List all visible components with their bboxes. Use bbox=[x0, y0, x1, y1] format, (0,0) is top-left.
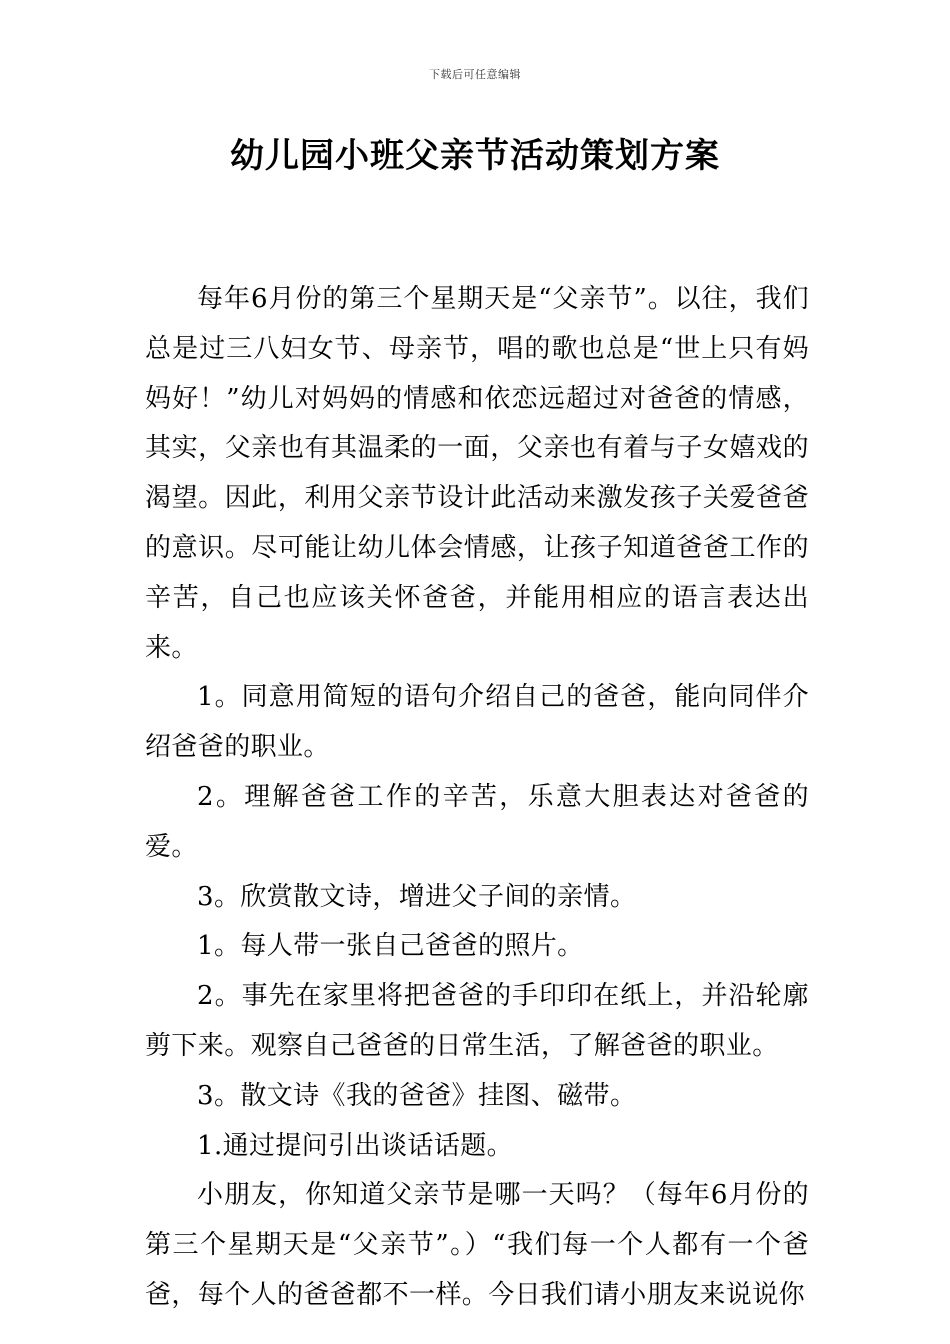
prep-item-2: 2。事先在家里将把爸爸的手印印在纸上，并沿轮廓剪下来。观察自己爸爸的日常生活，了解爸爸的职业。 bbox=[145, 981, 809, 1061]
document-body bbox=[145, 275, 809, 1321]
prep-item-3: 3。散文诗《我的爸爸》挂图、磁带。 bbox=[197, 1080, 637, 1111]
intro-paragraph: 每年6月份的第三个星期天是“父亲节”。以往，我们总是过三八妇女节、母亲节，唱的歌也总是“世上只有妈妈好！”幼儿对妈妈的情感和依恋远超过对爸爸的情感，其实，父亲也有其温柔的一面，父亲也有着与子女嬉戏的渴望。因此，利用父亲节设计此活动来激发孩子关爱爸爸的意识。尽可能让幼儿体会情感，让孩子知道爸爸工作的辛苦，自己也应该关怀爸爸，并能用相应的语言表达出来。 bbox=[145, 284, 809, 663]
goal-item-3: 3。欣赏散文诗，增进父子间的亲情。 bbox=[197, 881, 637, 912]
goal-item-1: 1。同意用简短的语句介绍自己的爸爸，能向同伴介绍爸爸的职业。 bbox=[145, 682, 809, 763]
process-step-1: 1.通过提问引出谈话话题。 bbox=[197, 1130, 514, 1161]
prep-item-1: 1。每人带一张自己爸爸的照片。 bbox=[197, 931, 584, 962]
header-note: 下载后可任意编辑 bbox=[429, 68, 521, 81]
process-paragraph: 小朋友，你知道父亲节是哪一天吗？（每年6月份的第三个星期天是“父亲节”。）“我们每一个人都有一个爸爸，每个人的爸爸都不一样。今日我们请小朋友来说说你 bbox=[145, 1180, 809, 1310]
goal-item-2: 2。理解爸爸工作的辛苦，乐意大胆表达对爸爸的爱。 bbox=[145, 781, 809, 862]
document-title: 幼儿园小班父亲节活动策划方案 bbox=[230, 136, 720, 176]
